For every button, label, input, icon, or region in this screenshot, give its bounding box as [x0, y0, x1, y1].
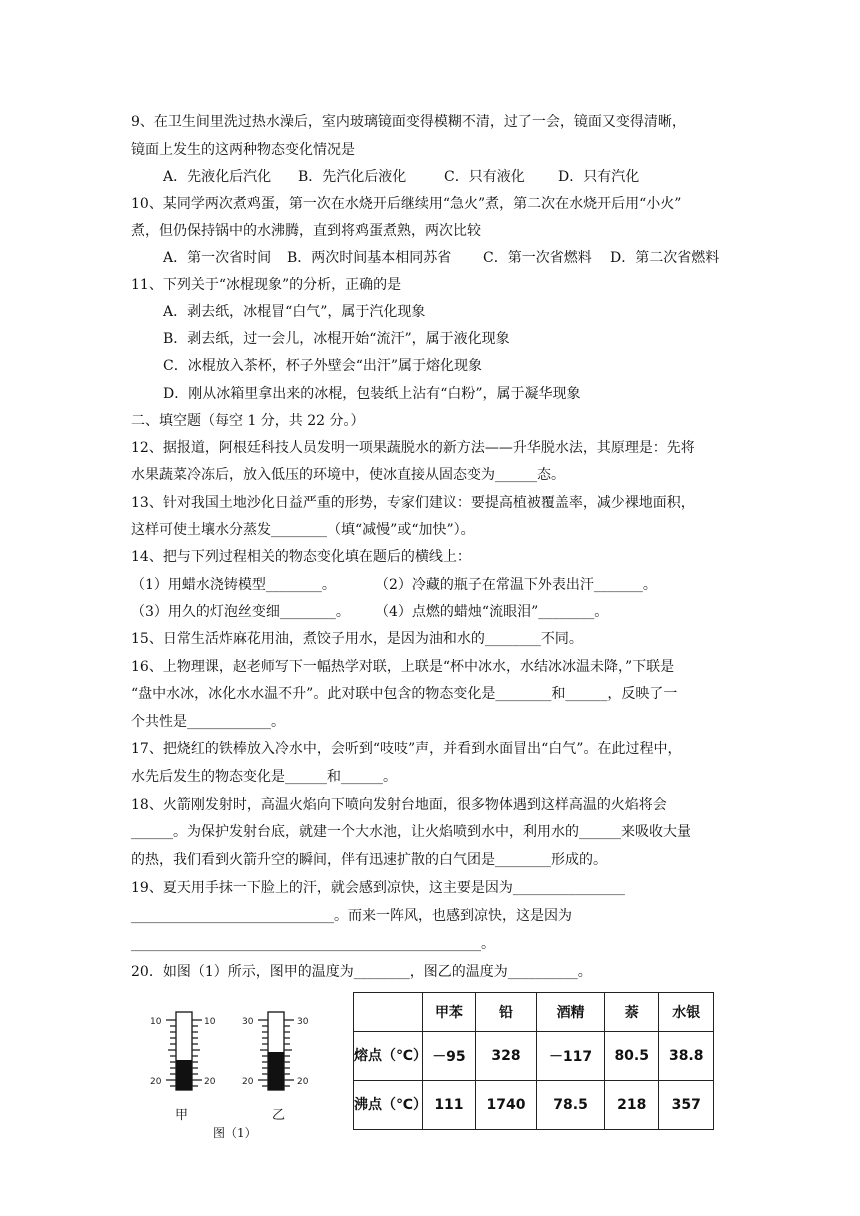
table-cell: 80.5 — [604, 1032, 659, 1081]
q14-item-3: （3）用久的灯泡丝变细________。 — [131, 604, 350, 620]
table-cell: 218 — [604, 1081, 659, 1130]
q17-line-2: 水先后发生的物态变化是______和______。 — [131, 769, 397, 785]
jia-tick-bottom-left: 20 — [150, 1077, 162, 1087]
q10-stem-line-2: 煮，但仍保持锅中的水沸腾，直到将鸡蛋煮熟，两次比较 — [131, 223, 481, 239]
q11-option-d: D．刚从冰箱里拿出来的冰棍，包装纸上沾有“白粉”，属于凝华现象 — [163, 386, 581, 402]
table-row-label: 熔点（℃） — [354, 1032, 423, 1081]
table-header-cell: 萘 — [604, 993, 659, 1032]
q10-option-b: B．两次时间基本相同苏省 — [287, 250, 452, 266]
q11-stem: 11、下列关于“冰棍现象”的分析，正确的是 — [131, 277, 402, 293]
jia-tick-bottom-right: 20 — [204, 1077, 216, 1087]
q10-option-a: A．第一次省时间 — [163, 250, 272, 266]
yi-tick-bottom-left: 20 — [242, 1077, 254, 1087]
figure-caption: 图（1） — [213, 1126, 257, 1140]
table-cell: 1740 — [475, 1081, 536, 1130]
table-row — [354, 1032, 714, 1081]
table-header-cell: 甲苯 — [423, 993, 476, 1032]
q13-line-1: 13、针对我国土地沙化日益严重的形势，专家们建议：要提高植被覆盖率，减少裸地面积， — [131, 495, 695, 511]
table-cell: －95 — [423, 1032, 476, 1081]
q10-stem-line-1: 10、某同学两次煮鸡蛋，第一次在水烧开后继续用“急火”煮，第二次在水烧开后用“小火” — [131, 196, 682, 212]
q15: 15、日常生活炸麻花用油，煮饺子用水，是因为油和水的________不同。 — [131, 631, 583, 647]
q20: 20．如图（1）所示，图甲的温度为________，图乙的温度为__________。 — [131, 964, 592, 980]
q10-option-c: C．第一次省燃料 — [483, 250, 592, 266]
q14-item-4: （4）点燃的蜡烛“流眼泪”________。 — [375, 604, 609, 620]
yi-tick-bottom-right: 20 — [297, 1077, 309, 1087]
q16-line-1: 16、上物理课，赵老师写下一幅热学对联，上联是“杯中冰水，水结冰冰温未降，”下联是 — [131, 659, 675, 675]
q18-line-3: 的热，我们看到火箭升空的瞬间，伴有迅速扩散的白气团是________形成的。 — [131, 852, 607, 868]
q12-line-2: 水果蔬菜冷冻后，放入低压的环境中，使冰直接从固态变为______态。 — [131, 467, 565, 483]
thermometer-yi-label: 乙 — [272, 1108, 286, 1123]
table-header-cell: 水银 — [659, 993, 714, 1032]
q9-option-d: D．只有汽化 — [558, 169, 640, 185]
q19-line-3: __________________________________________________。 — [131, 936, 495, 952]
table-header-cell: 铅 — [475, 993, 536, 1032]
q11-option-b: B．剥去纸，过一会儿，冰棍开始“流汗”，属于液化现象 — [163, 331, 510, 347]
table-cell: 38.8 — [659, 1032, 714, 1081]
q16-line-3: 个共性是____________。 — [131, 714, 285, 730]
melting-boiling-point-table — [353, 992, 714, 1130]
q14-item-2: （2）冷藏的瓶子在常温下外表出汗_______。 — [375, 577, 657, 593]
q9-option-c: C．只有液化 — [444, 169, 525, 185]
q19-line-1: 19、夏天用手抹一下脸上的汗，就会感到凉快，这主要是因为________________ — [131, 880, 625, 896]
q16-line-2: “盘中水冰，冰化水水温不升”。此对联中包含的物态变化是________和______，反映了一 — [131, 686, 678, 702]
thermometer-jia-label: 甲 — [175, 1108, 189, 1123]
q11-option-c: C．冰棍放入茶杯，杯子外壁会“出汗”属于熔化现象 — [163, 358, 483, 374]
q18-line-1: 18、火箭刚发射时，高温火焰向下喷向发射台地面，很多物体遇到这样高温的火焰将会 — [131, 797, 667, 813]
table-cell: 78.5 — [537, 1081, 605, 1130]
yi-tick-top-right: 30 — [297, 1017, 309, 1027]
q13-line-2: 这样可使土壤水分蒸发________（填“减慢”或“加快”）。 — [131, 522, 475, 538]
table-header-cell: 酒精 — [537, 993, 605, 1032]
table-header-row — [354, 993, 714, 1032]
jia-tick-top-right: 10 — [204, 1017, 216, 1027]
table-cell: 357 — [659, 1081, 714, 1130]
q17-line-1: 17、把烧红的铁棒放入冷水中，会听到“吱吱”声，并看到水面冒出“白气”。在此过程中， — [131, 741, 682, 757]
yi-tick-top-left: 30 — [242, 1017, 254, 1027]
table-cell: －117 — [537, 1032, 605, 1081]
q10-option-d: D．第二次省燃料 — [610, 250, 720, 266]
q9-stem-line-2: 镜面上发生的这两种物态变化情况是 — [131, 142, 355, 158]
table-cell: 328 — [475, 1032, 536, 1081]
table-row-label: 沸点（℃） — [354, 1081, 423, 1130]
thermometer-yi — [242, 1012, 309, 1090]
thermometer-jia — [150, 1012, 216, 1090]
q19-line-2: _____________________________。而来一阵风，也感到凉快，这是因为 — [131, 908, 572, 924]
q11-option-a: A．剥去纸，冰棍冒“白气”，属于汽化现象 — [163, 304, 426, 320]
jia-tick-top-left: 10 — [150, 1017, 162, 1027]
q14-stem: 14、把与下列过程相关的物态变化填在题后的横线上： — [131, 549, 471, 565]
table-cell: 111 — [423, 1081, 476, 1130]
q14-item-1: （1）用蜡水浇铸模型________。 — [131, 577, 336, 593]
q9-option-b: B．先汽化后液化 — [298, 169, 407, 185]
q12-line-1: 12、据报道，阿根廷科技人员发明一项果蔬脱水的新方法——升华脱水法，其原理是：先将 — [131, 440, 695, 456]
q9-stem-line-1: 9、在卫生间里洗过热水澡后，室内玻璃镜面变得模糊不清，过了一会，镜面又变得清晰， — [131, 114, 686, 130]
section-2-heading: 二、填空题（每空 1 分，共 22 分。） — [131, 413, 365, 429]
q9-option-a: A．先液化后汽化 — [163, 169, 272, 185]
table-row — [354, 1081, 714, 1130]
q18-line-2: ______。为保护发射台底，就建一个大水池，让火焰喷到水中，利用水的______来吸收大量 — [131, 824, 691, 840]
table-header-cell — [354, 993, 423, 1032]
